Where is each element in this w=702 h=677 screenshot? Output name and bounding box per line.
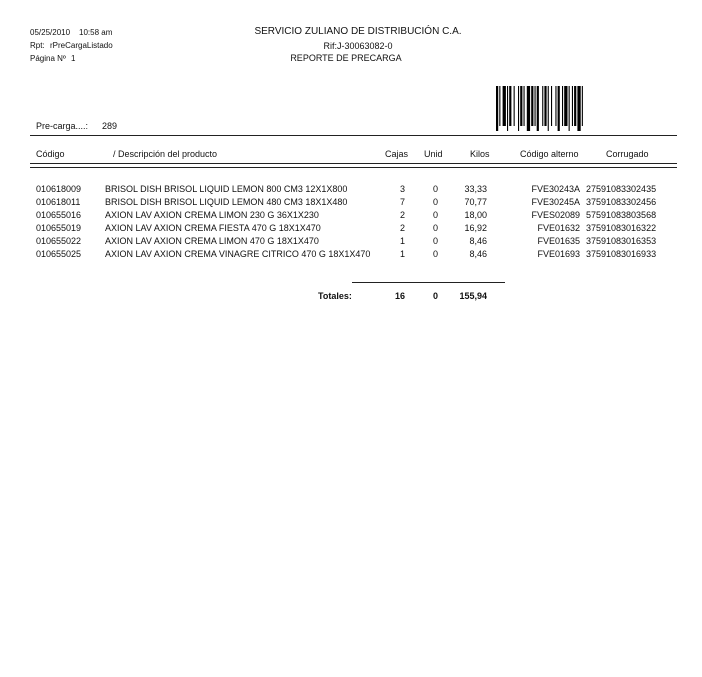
- col-kilos: Kilos: [470, 149, 490, 159]
- cell-cajas: 7: [399, 197, 405, 207]
- totals-row: [0, 291, 702, 303]
- cell-cajas: 1: [399, 249, 405, 259]
- cell-kilos: 18,00: [464, 210, 487, 220]
- divider-header-1: [30, 163, 677, 164]
- table-row: [0, 223, 702, 235]
- cell-corrugado: 37591083016933: [586, 249, 657, 259]
- cell-corrugado: 57591083803568: [586, 210, 657, 220]
- cell-codigo: 010655019: [36, 223, 82, 233]
- col-cajas: Cajas: [385, 149, 409, 159]
- company-rif: Rif:J-30063082-0: [323, 41, 393, 51]
- cell-codigo: 010618009: [36, 184, 82, 194]
- page-number: 1: [71, 54, 76, 63]
- table-row: [0, 236, 702, 248]
- divider-totals: [352, 282, 505, 283]
- cell-descripcion: BRISOL DISH BRISOL LIQUID LEMON 480 CM3 18X1X480: [105, 197, 348, 207]
- cell-codigo: 010655022: [36, 236, 82, 246]
- cell-codigo-alterno: FVE01635: [537, 236, 580, 246]
- report-title: REPORTE DE PRECARGA: [290, 53, 402, 63]
- barcode-icon: [496, 86, 629, 131]
- totals-kilos: 155,94: [459, 291, 487, 301]
- cell-corrugado: 37591083302456: [586, 197, 657, 207]
- cell-descripcion: AXION LAV AXION CREMA LIMON 230 G 36X1X230: [105, 210, 319, 220]
- divider-top: [30, 135, 677, 136]
- cell-cajas: 2: [399, 223, 405, 233]
- cell-kilos: 8,46: [469, 236, 487, 246]
- rpt-name: rPreCargaListado: [50, 41, 113, 50]
- cell-descripcion: BRISOL DISH BRISOL LIQUID LEMON 800 CM3 12X1X800: [105, 184, 348, 194]
- cell-codigo-alterno: FVE30243A: [531, 184, 580, 194]
- cell-codigo-alterno: FVE01632: [537, 223, 580, 233]
- totals-label: Totales:: [318, 291, 352, 301]
- report-time: 10:58 am: [79, 28, 113, 37]
- cell-corrugado: 27591083302435: [586, 184, 657, 194]
- cell-descripcion: AXION LAV AXION CREMA LIMON 470 G 18X1X470: [105, 236, 319, 246]
- col-unid: Unid: [424, 149, 443, 159]
- precarga-label: Pre-carga....:: [36, 121, 89, 131]
- rpt-label: Rpt:: [30, 41, 45, 50]
- col-codigo-alterno: Código alterno: [520, 149, 579, 159]
- cell-kilos: 16,92: [464, 223, 487, 233]
- cell-codigo: 010655025: [36, 249, 82, 259]
- cell-unid: 0: [432, 210, 438, 220]
- cell-descripcion: AXION LAV AXION CREMA VINAGRE CITRICO 470 G 18X1X470: [105, 249, 371, 259]
- cell-unid: 0: [432, 249, 438, 259]
- cell-codigo-alterno: FVE30245A: [531, 197, 580, 207]
- cell-descripcion: AXION LAV AXION CREMA FIESTA 470 G 18X1X470: [105, 223, 321, 233]
- totals-cajas: 16: [394, 291, 405, 301]
- cell-cajas: 3: [399, 184, 405, 194]
- report-date: 05/25/2010: [30, 28, 71, 37]
- cell-codigo-alterno: FVES02089: [531, 210, 580, 220]
- cell-unid: 0: [432, 197, 438, 207]
- table-row: [0, 184, 702, 196]
- col-codigo: Código: [36, 149, 65, 159]
- table-row: [0, 197, 702, 209]
- cell-kilos: 70,77: [464, 197, 487, 207]
- cell-cajas: 1: [399, 236, 405, 246]
- cell-codigo: 010618011: [36, 197, 81, 207]
- cell-codigo-alterno: FVE01693: [537, 249, 580, 259]
- table-row: [0, 210, 702, 222]
- col-descripcion: / Descripción del producto: [113, 149, 218, 159]
- cell-corrugado: 37591083016353: [586, 236, 657, 246]
- cell-unid: 0: [432, 236, 438, 246]
- cell-codigo: 010655016: [36, 210, 82, 220]
- cell-unid: 0: [432, 184, 438, 194]
- divider-header-2: [30, 167, 677, 168]
- page-label: Página Nº: [30, 54, 66, 63]
- cell-corrugado: 37591083016322: [586, 223, 657, 233]
- precarga-value: 289: [102, 121, 118, 131]
- cell-kilos: 33,33: [464, 184, 487, 194]
- totals-unid: 0: [432, 291, 438, 301]
- table-row: [0, 249, 702, 261]
- company-name: SERVICIO ZULIANO DE DISTRIBUCIÓN C.A.: [254, 26, 462, 37]
- cell-kilos: 8,46: [469, 249, 487, 259]
- cell-unid: 0: [432, 223, 438, 233]
- cell-cajas: 2: [399, 210, 405, 220]
- col-corrugado: Corrugado: [606, 149, 649, 159]
